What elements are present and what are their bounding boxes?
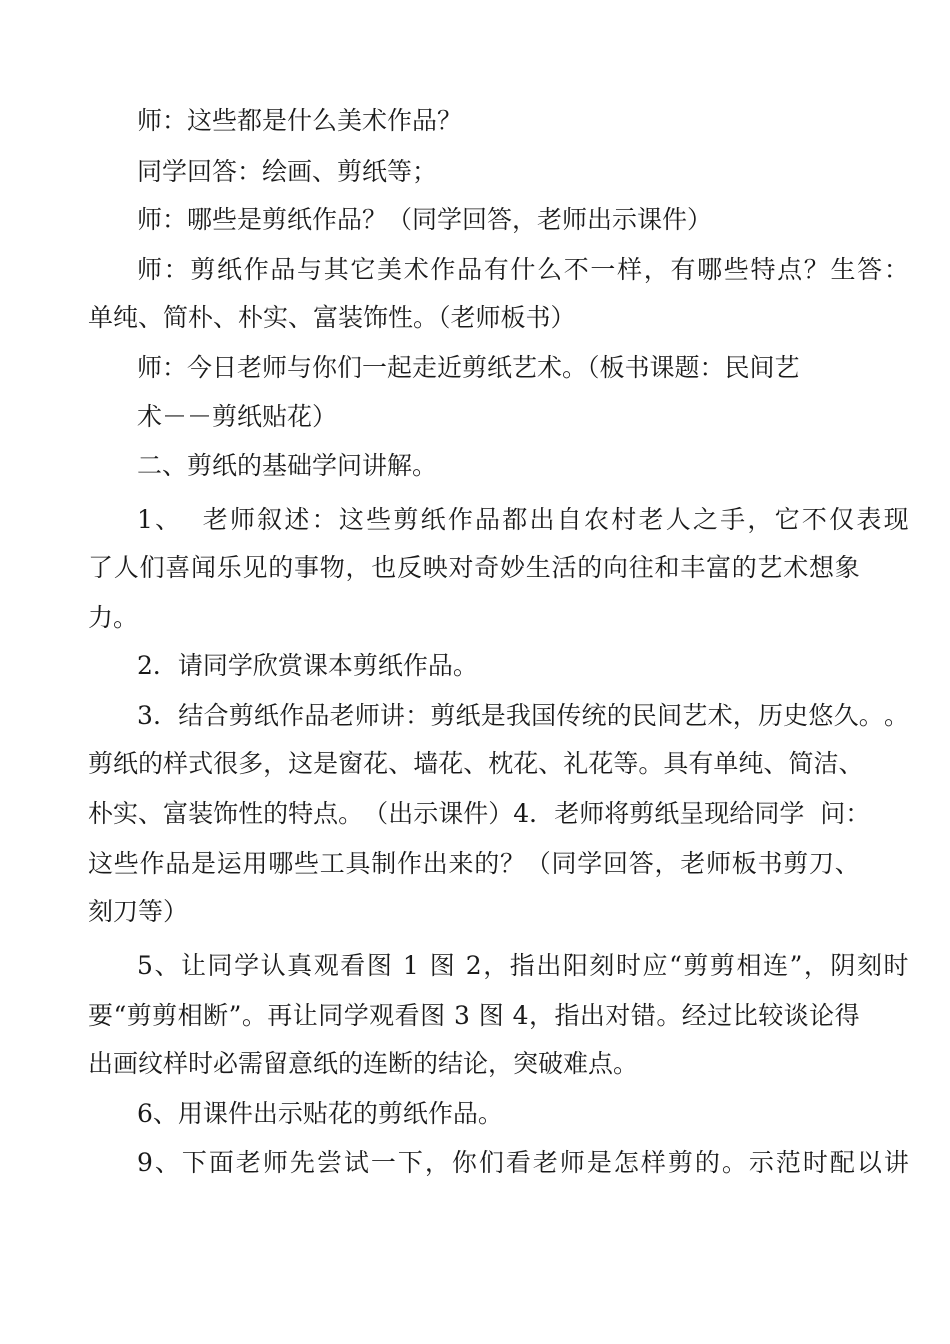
text-line: 出画纹样时必需留意纸的连断的结论，突破难点。 — [88, 1049, 639, 1078]
text-line: 师 ： 剪 纸 作 品 与 其 它 美 术 作 品 有 什 么 不 一 样 ， 有 哪 些 特 点 ？ 生 答 ： — [137, 255, 909, 284]
text-line: 师：哪些是剪纸作品？（同学回答，老师出示课件） — [137, 205, 713, 234]
text-line: 了 人 们 喜 闻 乐 见 的 事 物 ， 也 反 映 对 奇 妙 生 活 的 向 往 和 丰 富 的 艺 术 想 象 — [88, 553, 860, 582]
text-line: 刻刀等） — [88, 897, 189, 926]
text-line: 师：今日老师与你们一起走近剪纸艺术。（板书课题：民间艺 — [137, 353, 800, 382]
text-line: 同学回答：绘画、剪纸等； — [137, 157, 438, 186]
text-line: 术－－剪纸贴花） — [137, 402, 338, 431]
text-line: 这 些 作 品 是 运 用 哪 些 工 具 制 作 出 来 的 ？ （ 同 学 回 答 ， 老 师 板 书 剪 刀 、 — [88, 849, 860, 878]
text-line: 要 “ 剪 剪 相 断 ” 。 再 让 同 学 观 看 图 3 图 4 ， 指 出 对 错 。 经 过 比 较 谈 论 得 — [88, 1001, 860, 1030]
text-line: 单纯、简朴、朴实、富装饰性。（老师板书） — [88, 303, 576, 332]
text-line: 二、剪纸的基础学问讲解。 — [137, 451, 438, 480]
text-line: 1 、 老 师 叙 述 ： 这 些 剪 纸 作 品 都 出 自 农 村 老 人 之 手 ， 它 不 仅 表 现 — [137, 505, 909, 534]
text-line: 2．请同学欣赏课本剪纸作品。 — [137, 651, 478, 680]
text-line: 5 、 让 同 学 认 真 观 看 图 1 图 2 ， 指 出 阳 刻 时 应 “ 剪 剪 相 连 ” ， 阴 刻 时 — [137, 951, 909, 980]
text-line: 6、用课件出示贴花的剪纸作品。 — [137, 1099, 503, 1128]
text-line: 3 ． 结 合 剪 纸 作 品 老 师 讲 ： 剪 纸 是 我 国 传 统 的 民 间 艺 术 ， 历 史 悠 久 。 。 — [137, 701, 909, 730]
text-line: 9 、 下 面 老 师 先 尝 试 一 下 ， 你 们 看 老 师 是 怎 样 剪 的 。 示 范 时 配 以 讲 — [137, 1148, 909, 1177]
text-line: 力。 — [88, 603, 139, 632]
text-line: 朴 实 、 富 装 饰 性 的 特 点 。 （ 出 示 课 件 ） 4 ． 老 师 将 剪 纸 呈 现 给 同 学 问 ： — [88, 799, 871, 828]
text-line: 剪 纸 的 样 式 很 多 ， 这 是 窗 花 、 墙 花 、 枕 花 、 礼 花 等 。 具 有 单 纯 、 简 洁 、 — [88, 749, 864, 778]
text-line: 师：这些都是什么美术作品？ — [137, 106, 463, 135]
